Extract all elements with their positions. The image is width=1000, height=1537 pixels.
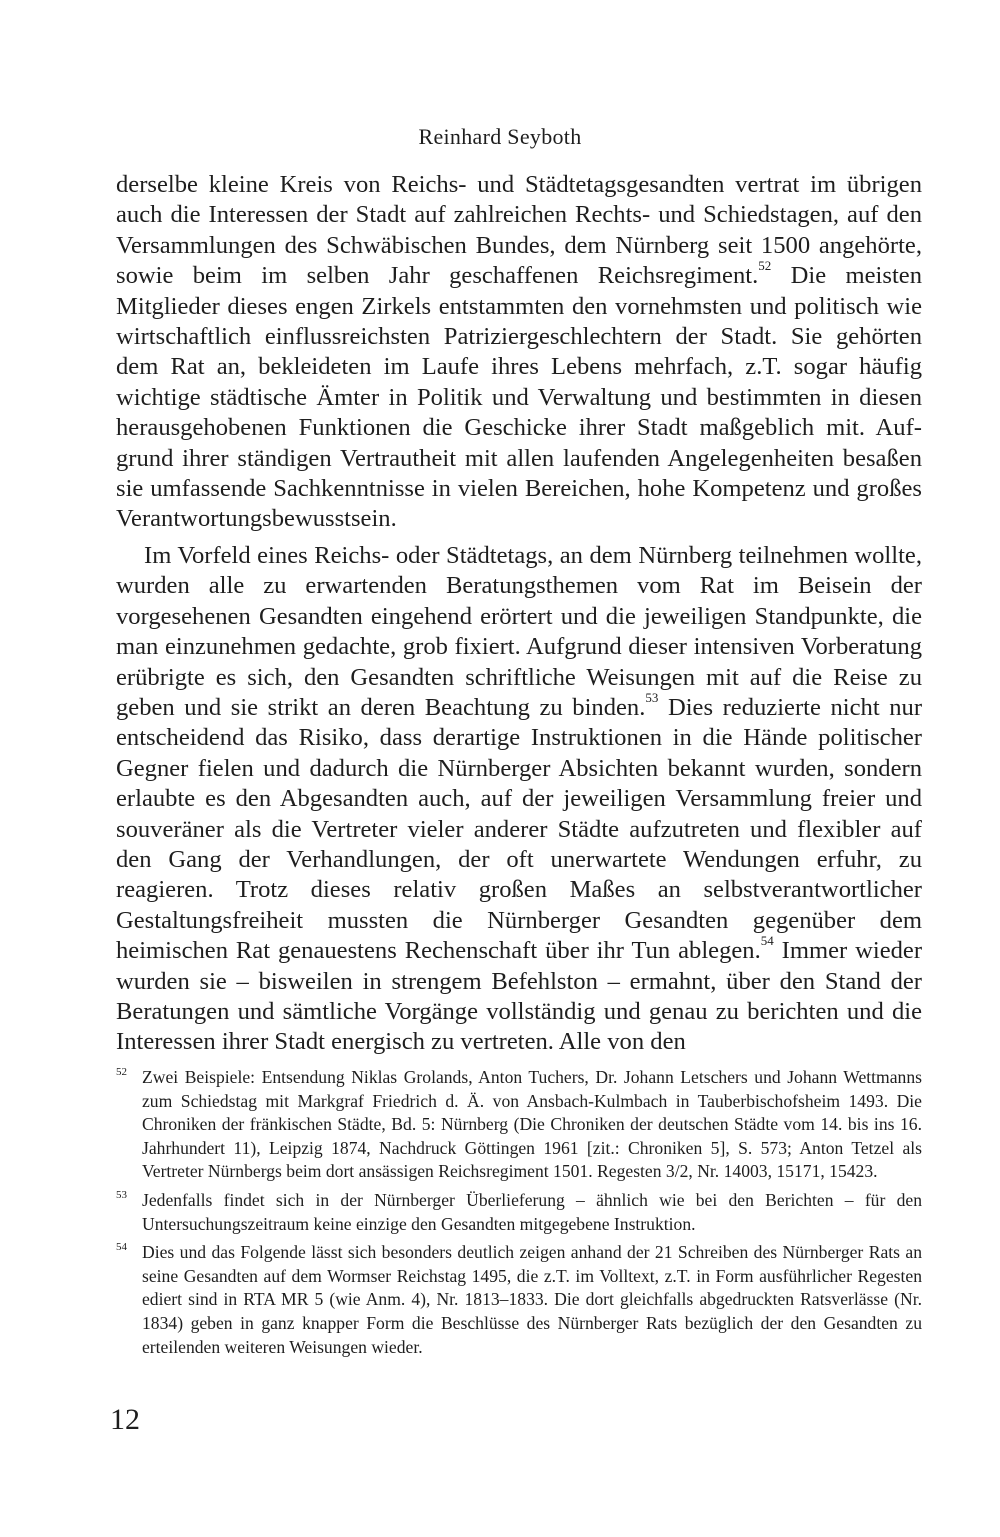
footnotes: [116, 1066, 922, 1364]
paragraph-1: [116, 170, 922, 535]
footnote-text: Zwei Beispiele: Entsendung Niklas Grolands, Anton Tuchers, Dr. Johann Letschers und Johann Wettmanns zum Schiedstag mit Markgraf Friedrich d. Ä. von Ansbach-Kulmbach in Tauberbischofsheim 1493. Die Chroniken der fränkischen Städte, Bd. 5: Nürnberg (Die Chroniken der deutschen Städte vom 14. bis ins 16. Jahrhundert 11), Leipzig 1874, Nachdruck Göttingen 1961 [zit.: Chroniken 5], S. 573; Anton Tetzel als Vertreter Nürnbergs beim dort ansässigen Reichsregiment 1501. Regesten 3/2, Nr. 14003, 15171, 15423.: [142, 1067, 922, 1182]
page-number: 12: [110, 1403, 140, 1436]
paragraph-2: [116, 541, 922, 1058]
paragraph-2-text-a: Im Vorfeld eines Reichs- oder Städtetags, an dem Nürnberg teilnehmen wollte, wurden alle zu erwartenden Beratungsthemen vom Rat im Beisein der vorgesehenen Gesandten eingehend erörtert und die jeweiligen Standpunkte, die man einzunehmen gedachte, grob fixiert. Aufgrund dieser intensiven Vorberatung erübrigte es sich, den Gesandten schriftliche Weisungen mit auf die Reise zu geben und sie strikt an deren Beachtung zu binden.: [116, 541, 922, 721]
paragraph-1-text-b: Die meisten Mitglieder dieses engen Zirkels entstammten den vornehmsten und politisch wie wirtschaftlich einflussreichsten Patriziergeschlechtern der Stadt. Sie gehörten dem Rat an, bekleideten im Laufe ihres Lebens mehrfach, z.T. sogar häufig wichtige städtische Ämter in Politik und Verwaltung und bestimmten in diesen herausgehobenen Funktionen die Geschicke ihrer Stadt maßgeblich mit. Aufgrund ihrer ständigen Vertrautheit mit allen laufenden Angelegenheiten besaßen sie umfassende Sachkenntnisse in vielen Bereichen, hohe Kompetenz und großes Verantwortungsbewusstsein.: [116, 262, 922, 533]
paragraph-2-text-b: Dies reduzierte nicht nur entscheidend das Risiko, dass derartige Instruktionen in die Hände politischer Gegner fielen und dadurch die Nürnberger Absichten bekannt wurden, sondern erlaubte es den Abgesandten auch, auf der jeweiligen Versammlung freier und souveräner als die Vertreter vieler anderer Städte aufzutreten und flexibler auf den Gang der Verhandlungen, der oft unerwartete Wendungen erfuhr, zu reagieren. Trotz dieses relativ großen Maßes an selbstverantwortlicher Gestaltungsfreiheit mussten die Nürnberger Gesandten gegenüber dem heimischen Rat genauestens Rechenschaft über ihr Tun ablegen.: [116, 693, 923, 965]
paragraph-2-text-c: Immer wieder wurden sie – bisweilen in strengem Befehlston – ermahnt, über den Stand der Beratungen und sämtliche Vorgänge vollständig und genau zu berichten und die Interessen ihrer Stadt energisch zu vertreten. Alle von den: [116, 937, 923, 1056]
footnote-54: [116, 1241, 922, 1359]
footnote-text: Dies und das Folgende lässt sich besonders deutlich zeigen anhand der 21 Schreiben des Nürnberger Rats an seine Gesandten auf dem Wormser Reichstag 1495, die z.T. im Volltext, z.T. in Form ausführlicher Regesten ediert sind in RTA MR 5 (wie Anm. 4), Nr. 1813–1833. Die dort gleichfalls abgedruckten Ratsverlässe (Nr. 1834) geben in ganz knapper Form die Beschlüsse des Nürnberger Rats bezüglich der den Gesandten zu erteilenden weiteren Weisungen wieder.: [142, 1242, 922, 1357]
running-header-author: Reinhard Seyboth: [418, 124, 582, 149]
footnote-number: 54: [116, 1241, 127, 1254]
footnote-text: Jedenfalls findet sich in der Nürnberger Überlieferung – ähnlich wie bei den Berichten – für den Untersuchungszeitraum keine einzige den Gesandten mitgegebene Instruktion.: [142, 1189, 922, 1234]
footnote-ref-52[interactable]: 52: [758, 258, 772, 274]
footnote-52: [116, 1066, 922, 1184]
footnote-number: 53: [116, 1188, 127, 1201]
footnote-53: [116, 1189, 922, 1236]
main-text: [116, 170, 922, 1058]
footnote-ref-53[interactable]: 53: [645, 689, 659, 705]
footnote-number: 52: [116, 1066, 127, 1078]
paragraph-1-text-a: derselbe kleine Kreis von Reichs- und Städtetagsgesandten vertrat im übrigen auch die Interessen der Stadt auf zahlreichen Rechts- und Schiedstagen, auf den Versammlungen des Schwäbischen Bundes, dem Nürnberg seit 1500 angehörte, sowie beim im selben Jahr geschaffenen Reichsregiment.: [116, 171, 922, 290]
footnote-ref-54[interactable]: 54: [760, 933, 774, 949]
